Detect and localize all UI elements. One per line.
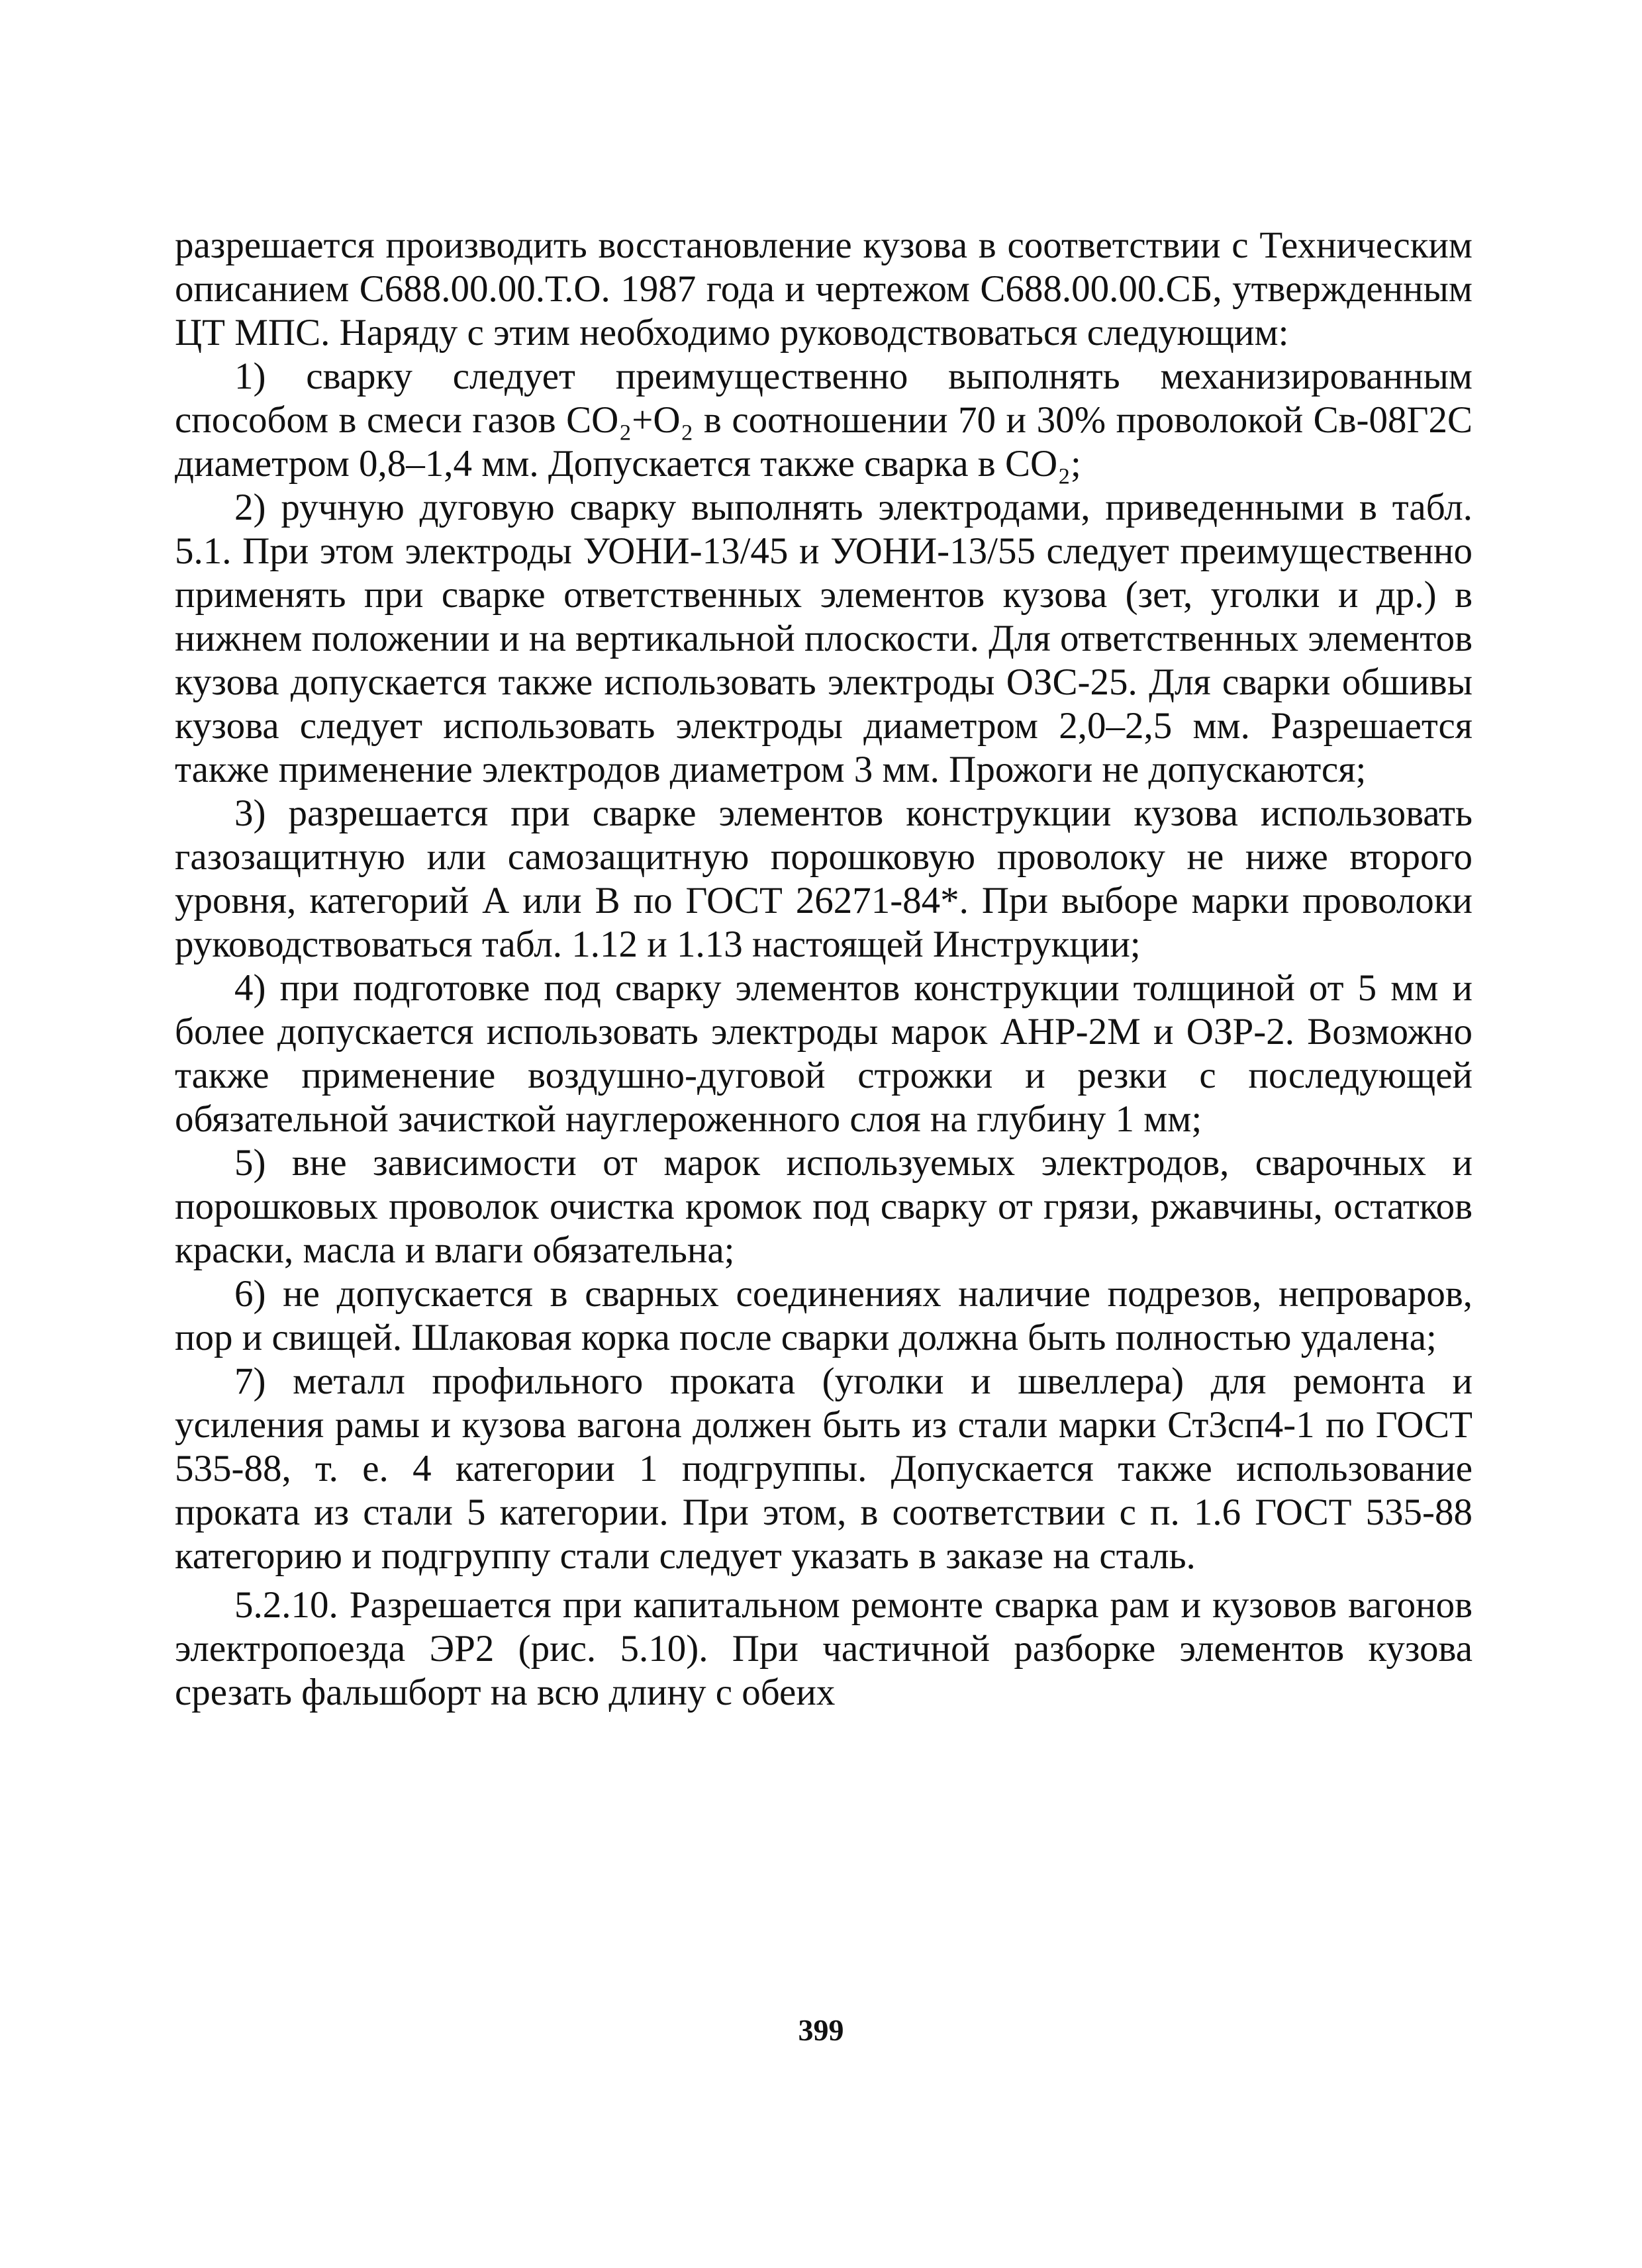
- list-item-7: 7) металл профильного проката (уголки и швеллера) для ремонта и усиления рамы и кузова вагона должен быть из стали марки Ст3сп4-1 по ГОСТ 535-88, т. е. 4 категории 1 подгруппы. Допускается также использование проката из стали 5 категории. При этом, в соответствии с п. 1.6 ГОСТ 535-88 категорию и подгруппу стали следует указать в заказе на сталь.: [175, 1360, 1473, 1577]
- list-item-3: 3) разрешается при сварке элементов конструкции кузова использовать газозащитную или самозащитную порошковую проволоку не ниже второго уровня, категорий А или В по ГОСТ 26271-84*. При выборе марки проволоки руководствоваться табл. 1.12 и 1.13 настоящей Инструкции;: [175, 792, 1473, 965]
- list-item-4: 4) при подготовке под сварку элементов конструкции толщиной от 5 мм и более допускается использовать электроды марок АНР-2М и ОЗР-2. Возможно также применение воздушно-дуговой строжки и резки с последующей обязательной зачисткой науглероженного слоя на глубину 1 мм;: [175, 967, 1473, 1140]
- page-number: 399: [798, 2013, 844, 2047]
- section-5-2-10-paragraph: 5.2.10. Разрешается при капитальном ремонте сварка рам и кузовов вагонов электропоезда ЭР2 (рис. 5.10). При частичной разборке элементов кузова срезать фальшборт на всю длину с обеих: [175, 1584, 1473, 1713]
- list-item-5: 5) вне зависимости от марок используемых электродов, сварочных и порошковых проволок очистка кромок под сварку от грязи, ржавчины, остатков краски, масла и влаги обязательна;: [175, 1142, 1473, 1271]
- intro-paragraph: разрешается производить восстановление кузова в соответствии с Техническим описанием С688.00.00.Т.О. 1987 года и чертежом С688.00.00.СБ, утвержденным ЦТ МПС. Наряду с этим необходимо руководствоваться следующим:: [175, 224, 1473, 354]
- page-body: [175, 224, 1473, 1715]
- list-item-1: 1) сварку следует преимущественно выполнять механизированным способом в смеси газов CO₂+O₂ в соотношении 70 и 30% проволокой Св-08Г2С диаметром 0,8–1,4 мм. Допускается также сварка в CO₂;: [175, 355, 1473, 485]
- list-item-2: 2) ручную дуговую сварку выполнять электродами, приведенными в табл. 5.1. При этом электроды УОНИ-13/45 и УОНИ-13/55 следует преимущественно применять при сварке ответственных элементов кузова (зет, уголки и др.) в нижнем положении и на вертикальной плоскости. Для ответственных элементов кузова допускается также использовать электроды ОЗС-25. Для сварки обшивы кузова следует использовать электроды диаметром 2,0–2,5 мм. Разрешается также применение электродов диаметром 3 мм. Прожоги не допускаются;: [175, 487, 1473, 790]
- list-item-6: 6) не допускается в сварных соединениях наличие подрезов, непроваров, пор и свищей. Шлаковая корка после сварки должна быть полностью удалена;: [175, 1273, 1473, 1358]
